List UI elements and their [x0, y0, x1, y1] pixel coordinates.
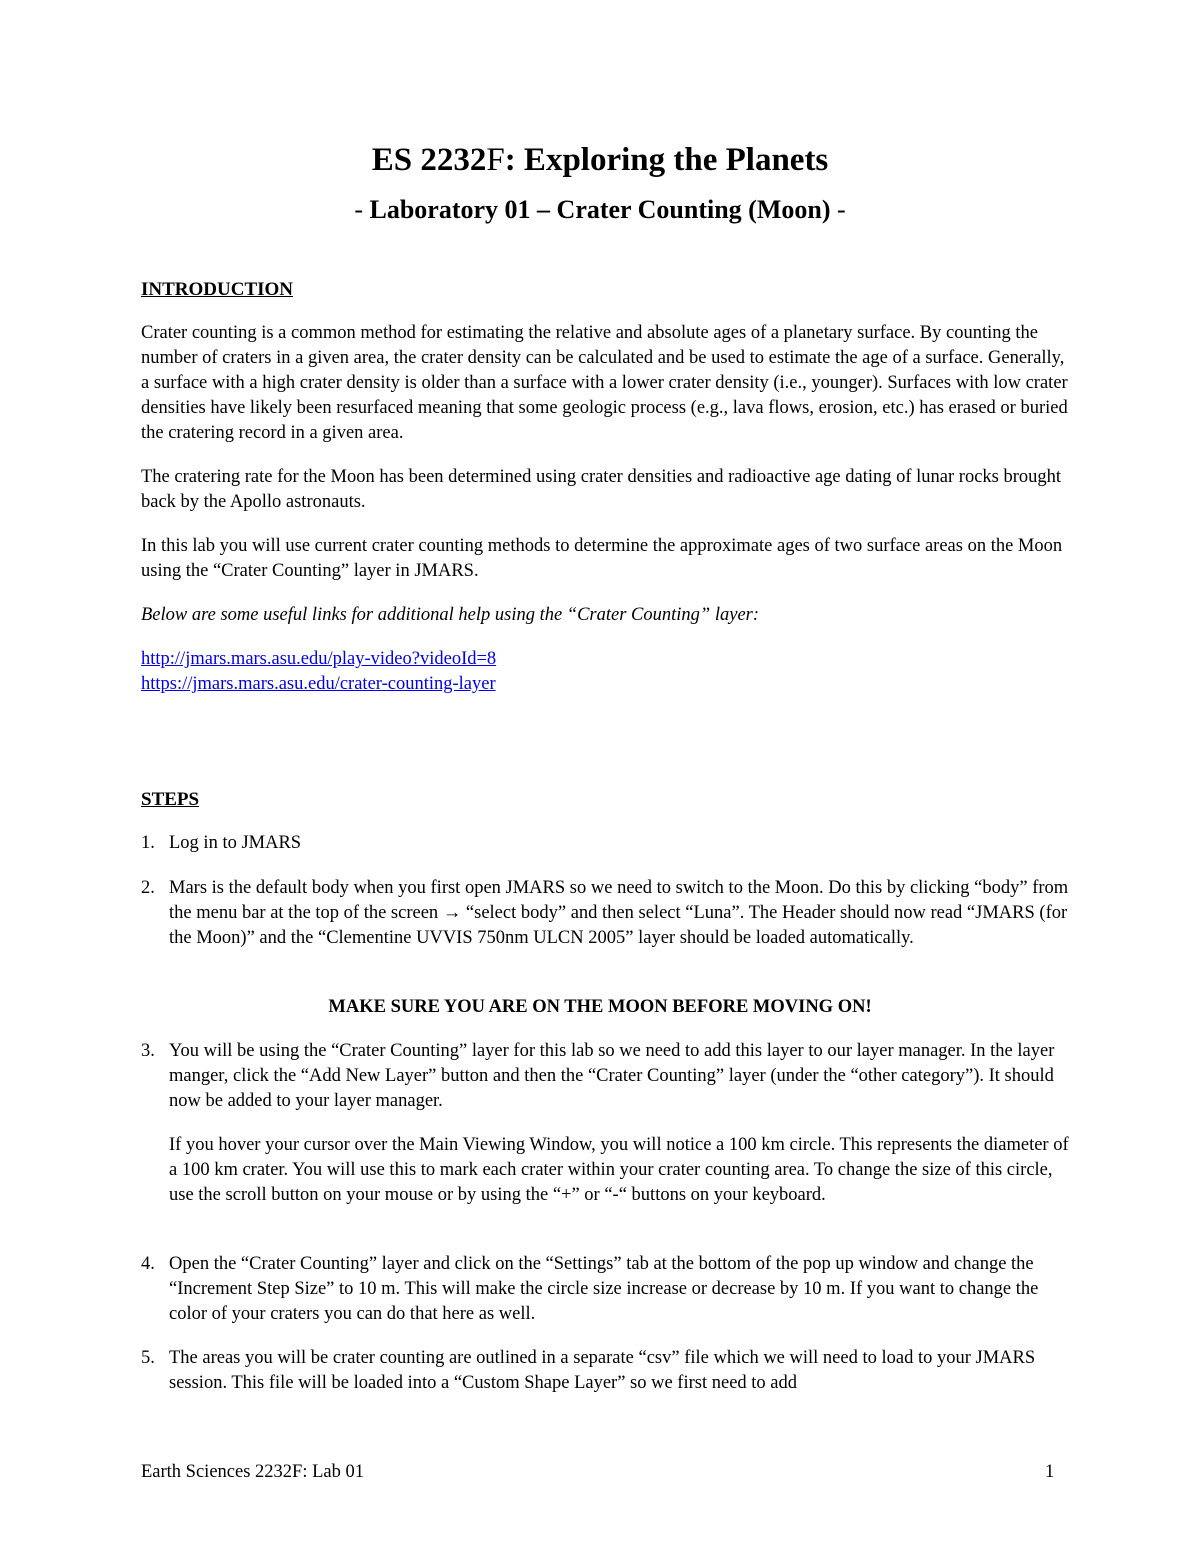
title-course-name: : Exploring the Planets	[504, 142, 829, 178]
step-3	[141, 1039, 1071, 1208]
step-text: You will be using the “Crater Counting” layer for this lab so we need to add this layer to our layer manager. In the layer manger, click the “Add New Layer” button and then the “Crater Counting” layer (under the “other category”). It should now be added to your layer manager.	[169, 1041, 1055, 1111]
intro-paragraph-3: In this lab you will use current crater counting methods to determine the approximate ages of two surface areas on the Moon using the “Crater Counting” layer in JMARS.	[141, 536, 1063, 581]
step-1	[141, 831, 1071, 856]
crater-counting-help-link[interactable]: https://jmars.mars.asu.edu/crater-counting-layer	[141, 674, 496, 694]
title-course-suffix: F	[486, 142, 505, 178]
intro-paragraph-4: Below are some useful links for additional help using the “Crater Counting” layer:	[141, 605, 760, 625]
footer-course-label: Earth Sciences 2232F: Lab 01	[141, 1462, 364, 1482]
step-number: 2.	[141, 878, 155, 898]
step-text: Log in to JMARS	[169, 833, 302, 853]
step-text: The areas you will be crater counting are outlined in a separate “csv” file which we will need to load to your JMARS session. This file will be loaded into a “Custom Shape Layer” so we first need to add	[169, 1348, 1036, 1393]
step-text-continued: If you hover your cursor over the Main Viewing Window, you will notice a 100 km circle. This represents the diameter of a 100 km crater. You will use this to mark each crater within your crater counting area. To change the size of this circle, use the scroll button on your mouse or by using the “+” or “-“ buttons on your keyboard.	[169, 1135, 1069, 1205]
step-number: 1.	[141, 833, 155, 853]
subtitle-text: Laboratory 01 – Crater Counting (Moon)	[369, 195, 831, 224]
video-help-link[interactable]: http://jmars.mars.asu.edu/play-video?videoId=8	[141, 649, 497, 669]
footer-page-number: 1	[1045, 1462, 1055, 1482]
introduction-section	[141, 321, 1071, 697]
moon-warning: MAKE SURE YOU ARE ON THE MOON BEFORE MOVING ON!	[328, 997, 872, 1017]
subtitle-dash-left: -	[354, 195, 370, 224]
step-text: Open the “Crater Counting” layer and click on the “Settings” tab at the bottom of the pop up window and change the “Increment Step Size” to 10 m. This will make the circle size increase or decrease by 10 m. If you want to change the color of your craters you can do that here as well.	[169, 1254, 1039, 1324]
step-number: 5.	[141, 1348, 155, 1368]
step-number: 4.	[141, 1254, 155, 1274]
title-course-code: ES 2232	[371, 142, 487, 178]
intro-paragraph-2: The cratering rate for the Moon has been determined using crater densities and radioactive age dating of lunar rocks brought back by the Apollo astronauts.	[141, 467, 1062, 512]
step-5	[141, 1346, 1071, 1396]
step-4	[141, 1252, 1071, 1327]
step-number: 3.	[141, 1041, 155, 1061]
document-title	[0, 140, 1200, 180]
subtitle-dash-right: -	[830, 195, 846, 224]
steps-heading: STEPS	[141, 789, 200, 810]
help-links	[141, 647, 1071, 697]
step-text: Mars is the default body when you first open JMARS so we need to switch to the Moon. Do this by clicking “body” from the menu bar at the top of the screen → “select body” and then select “Luna”. The Header should now read “JMARS (for the Moon)” and the “Clementine UVVIS 750nm ULCN 2005” layer should be loaded automatically.	[169, 878, 1069, 948]
intro-paragraph-1: Crater counting is a common method for estimating the relative and absolute ages of a planetary surface. By counting the number of craters in a given area, the crater density can be calculated and be used to estimate the age of a surface. Generally, a surface with a high crater density is older than a surface with a lower crater density (i.e., younger). Surfaces with low crater densities have likely been resurfaced meaning that some geologic process (e.g., lava flows, erosion, etc.) has erased or buried the cratering record in a given area.	[141, 323, 1068, 443]
introduction-heading: INTRODUCTION	[141, 279, 294, 300]
step-2	[141, 876, 1071, 951]
document-subtitle	[0, 193, 1200, 227]
